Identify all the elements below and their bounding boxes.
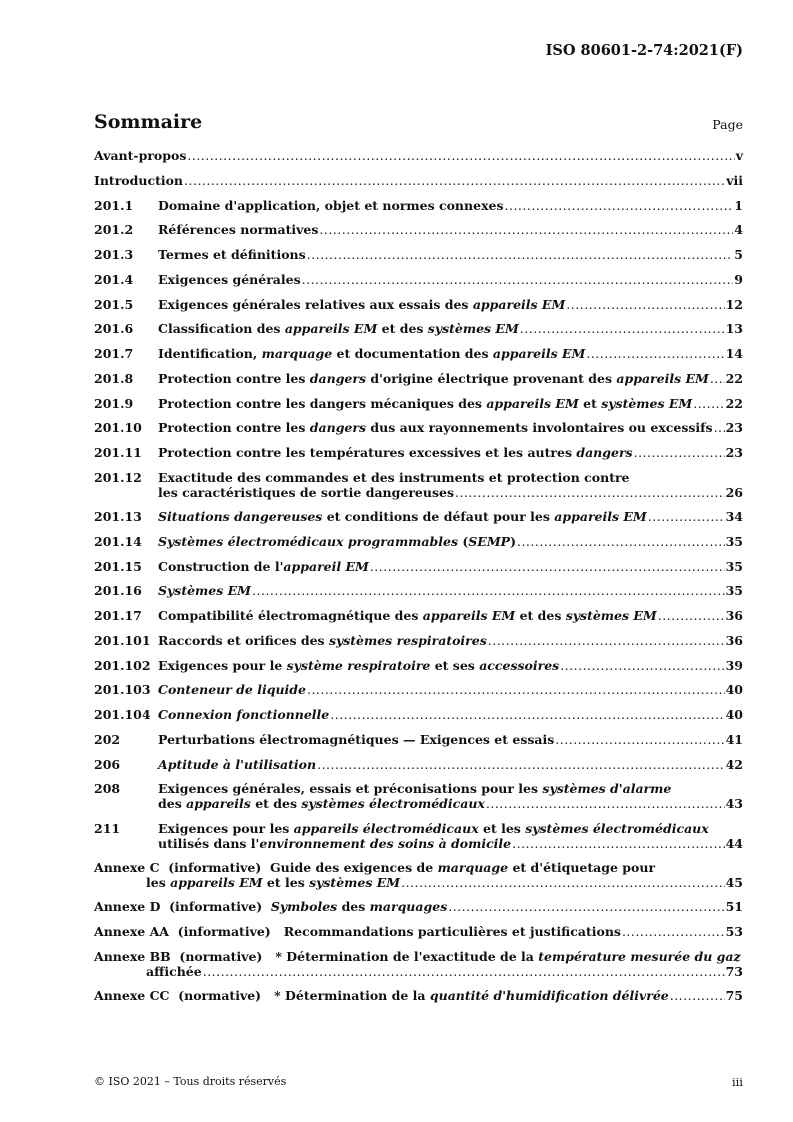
toc-entry-text: Symboles	[270, 899, 338, 914]
toc-page-number: 36	[725, 632, 743, 648]
toc-entry-text: appareils EM	[616, 370, 709, 386]
toc-entry-text: systèmes EM	[565, 608, 657, 623]
toc-entry-text: SEMP	[468, 533, 511, 549]
toc-page-number: 34	[725, 509, 743, 524]
dot-leader	[634, 445, 725, 460]
toc-entry-number: 201.15	[94, 558, 142, 574]
toc-page-number: 13	[725, 321, 743, 337]
toc-entry-text: Construction de l'	[158, 558, 284, 574]
toc-page-number: vii	[726, 172, 743, 188]
toc-entry-text: appareils EM	[492, 346, 586, 361]
toc-entry[interactable]	[94, 321, 743, 336]
toc-entry[interactable]	[94, 658, 743, 673]
dot-leader	[512, 836, 724, 851]
toc-entry[interactable]	[94, 198, 743, 213]
toc-entry-text: systèmes EM	[601, 395, 693, 411]
toc-entry-number: 201.4	[94, 271, 134, 287]
toc-page-number: 44	[725, 835, 743, 851]
toc-entry-number: 201.10	[94, 420, 142, 436]
dot-leader	[693, 396, 724, 411]
toc-entry[interactable]	[94, 559, 743, 574]
toc-entry-number: 201.9	[94, 395, 134, 411]
document-code: ISO 80601-2-74:2021(F)	[545, 42, 743, 59]
toc-entry[interactable]	[94, 633, 743, 648]
toc-entry-text: accessoires	[479, 657, 560, 673]
toc-entry-text: quantité d'humidification délivrée	[429, 987, 669, 1003]
toc-entry-text: Domaine d'application, objet et normes connexes	[158, 197, 504, 213]
toc-page-number: 51	[725, 899, 743, 914]
toc-entry-number: 201.8	[94, 370, 134, 386]
toc-entry-text: appareils EM	[472, 296, 566, 312]
toc-entry-text: Exigences pour les	[158, 820, 294, 836]
toc-title: Sommaire	[94, 111, 203, 133]
toc-entry-text: appareil EM	[283, 558, 369, 574]
toc-page-number: 35	[725, 583, 743, 599]
toc-entry-text: Exactitude des commandes et des instruments et protection contre	[158, 469, 630, 485]
toc-entry[interactable]	[94, 396, 743, 411]
toc-entry-number: 201.16	[94, 583, 142, 599]
toc-entry[interactable]	[94, 173, 743, 188]
toc-entry[interactable]	[94, 222, 743, 237]
annex-label: Annexe CC (normative)	[94, 987, 275, 1003]
dot-leader	[317, 757, 725, 772]
toc-entry[interactable]	[94, 346, 743, 361]
toc-entry-text: marquage	[437, 859, 509, 875]
dot-leader	[455, 485, 725, 500]
toc-entry-text: appareils EM	[170, 874, 263, 890]
toc-entry-text: Compatibilité électromagnétique des	[158, 608, 423, 623]
toc-entry-text: et les	[262, 874, 310, 890]
toc-entry[interactable]	[94, 757, 743, 772]
toc-page-number: 41	[725, 731, 743, 747]
toc-page-number: 36	[725, 608, 743, 623]
toc-page-number: 42	[725, 756, 743, 772]
dot-leader	[710, 371, 725, 386]
toc-page-number: 23	[725, 420, 743, 436]
toc-entry-number: 201.102	[94, 657, 151, 673]
toc-page-number: 53	[725, 923, 743, 939]
toc-entry-text: et des	[377, 321, 428, 337]
toc-page-number: 45	[725, 874, 743, 890]
dot-leader	[505, 198, 734, 213]
toc-page-number: 4	[734, 222, 743, 238]
toc-entry-text: Références normatives	[158, 222, 319, 238]
toc-entry[interactable]	[94, 272, 743, 287]
toc-entry-text: systèmes électromédicaux	[301, 796, 485, 812]
toc-entry-text: systèmes électromédicaux	[525, 820, 709, 836]
dot-leader	[488, 633, 725, 648]
toc-entry[interactable]	[94, 420, 743, 435]
toc-page-number: 22	[725, 395, 743, 411]
dot-leader	[658, 608, 725, 623]
dot-leader	[319, 222, 733, 237]
toc-entry-text: Protection contre les températures excessives et les autres	[158, 445, 577, 460]
toc-entry-number: 201.5	[94, 296, 134, 312]
toc-entry-text: )	[510, 533, 516, 549]
toc-entry[interactable]	[94, 682, 743, 697]
toc-entry-number: 201.6	[94, 321, 134, 337]
dot-leader	[555, 732, 724, 747]
toc-entry-text: appareils EM	[284, 321, 378, 337]
toc-page-number: 73	[725, 963, 743, 979]
toc-entry-text: Recommandations particulières et justifications	[283, 923, 621, 939]
toc-entry-number: 201.3	[94, 247, 134, 262]
toc-page-number: 40	[725, 682, 743, 698]
toc-page-number: v	[735, 148, 743, 163]
toc-entry-text: dangers	[309, 370, 367, 386]
toc-entry-text: systèmes EM	[309, 874, 401, 890]
dot-leader	[252, 583, 725, 598]
toc-page-number: 23	[725, 445, 743, 460]
toc-entry-text: marquage	[261, 346, 333, 361]
toc-entry-number: 201.12	[94, 469, 142, 485]
toc-entry[interactable]	[94, 608, 743, 623]
toc-entry-text: des	[158, 796, 187, 812]
toc-entry[interactable]	[94, 899, 743, 914]
dot-leader	[307, 682, 725, 697]
toc-entry-number: 202	[94, 731, 121, 747]
dot-leader	[622, 924, 725, 939]
toc-entry-number: 201.13	[94, 509, 142, 524]
toc-entry-text: (	[457, 533, 469, 549]
toc-entry-number: 201.101	[94, 632, 151, 648]
toc-entry-text: appareils EM	[554, 509, 647, 524]
dot-leader	[560, 658, 724, 673]
toc-entry[interactable]	[94, 534, 743, 549]
toc-entry[interactable]	[94, 732, 743, 747]
annex-label: Annexe C (informative)	[94, 859, 270, 875]
toc-entry-text: * Détermination de la	[274, 987, 430, 1003]
dot-leader	[370, 559, 725, 574]
toc-entry[interactable]	[94, 949, 743, 979]
annex-label: Annexe AA (informative)	[94, 923, 284, 939]
toc-entry-number: 201.14	[94, 533, 142, 549]
dot-leader	[648, 509, 725, 524]
dot-leader	[184, 173, 725, 188]
toc-entry-number: 201.104	[94, 707, 151, 722]
toc-entry-text: système respiratoire	[286, 657, 431, 673]
toc-entry-number: 208	[94, 781, 121, 797]
toc-entry[interactable]	[94, 371, 743, 386]
toc-entry-text: Conteneur de liquide	[158, 682, 306, 698]
dot-leader	[203, 964, 725, 979]
dot-leader	[187, 148, 734, 163]
dot-leader	[586, 346, 724, 361]
toc-entry-number: 201.7	[94, 346, 134, 361]
toc-page-number: 12	[725, 296, 743, 312]
toc-entry-text: des	[337, 899, 370, 914]
dot-leader	[517, 534, 725, 549]
dot-leader	[486, 796, 725, 811]
toc-entry-text: Systèmes EM	[158, 583, 251, 599]
dot-leader	[520, 321, 725, 336]
toc-entry[interactable]	[94, 924, 743, 939]
toc-entry[interactable]	[94, 583, 743, 598]
toc-entry-text: appareils	[186, 796, 251, 812]
toc-entry-text: et d'étiquetage pour	[508, 859, 656, 875]
toc-entry-text: * Détermination de l'exactitude de la	[275, 948, 539, 964]
page-number: iii	[731, 1075, 743, 1089]
table-of-contents	[94, 148, 743, 1013]
toc-entry-text: appareils EM	[422, 608, 516, 623]
toc-entry-number: 211	[94, 820, 121, 836]
toc-entry-text: Exigences générales relatives aux essais des	[158, 296, 473, 312]
toc-entry-text: utilisés dans l'	[158, 835, 260, 851]
toc-entry[interactable]	[94, 821, 743, 851]
toc-entry-text: et ses	[430, 657, 480, 673]
toc-page-number: 22	[725, 370, 743, 386]
toc-entry-text: environnement des soins à domicile	[259, 835, 512, 851]
dot-leader	[670, 988, 725, 1003]
toc-entry-text: Aptitude à l'utilisation	[158, 756, 317, 772]
toc-entry-text: et	[578, 395, 602, 411]
toc-page-number: 35	[725, 558, 743, 574]
toc-entry-number: 201.17	[94, 608, 142, 623]
page-column-label: Page	[712, 117, 743, 132]
toc-entry[interactable]	[94, 509, 743, 524]
dot-leader	[302, 272, 734, 287]
toc-entry-text: et conditions de défaut pour les	[322, 509, 555, 524]
dot-leader	[401, 875, 725, 890]
toc-entry-text: et des	[250, 796, 302, 812]
toc-entry[interactable]	[94, 445, 743, 460]
toc-entry-text: Protection contre les	[158, 370, 310, 386]
toc-entry-text: Protection contre les	[158, 420, 310, 436]
toc-entry-text: Exigences générales	[158, 271, 301, 287]
dot-leader	[566, 297, 724, 312]
toc-entry-text: appareils EM	[486, 395, 579, 411]
toc-page-number: 39	[725, 657, 743, 673]
toc-entry-text: et des	[515, 608, 566, 623]
toc-entry-text: Exigences pour le	[158, 657, 287, 673]
toc-entry-text: dangers	[576, 445, 633, 460]
toc-entry-text: marquages	[369, 899, 448, 914]
toc-entry-text: Avant-propos	[94, 148, 187, 163]
toc-entry-text: Perturbations électromagnétiques — Exigences et essais	[158, 731, 555, 747]
toc-entry[interactable]	[94, 988, 743, 1003]
toc-entry-text: d'origine électrique provenant des	[366, 370, 617, 386]
toc-entry-text: Situations dangereuses	[158, 509, 323, 524]
toc-entry-text: Exigences générales, essais et préconisations pour les	[158, 781, 543, 797]
toc-page-number: 1	[734, 197, 743, 213]
toc-entry-text: Guide des exigences de	[269, 859, 438, 875]
annex-label: Annexe BB (normative)	[94, 948, 276, 964]
dot-leader	[307, 247, 734, 262]
toc-page-number: 40	[725, 707, 743, 722]
toc-entry[interactable]	[94, 297, 743, 312]
toc-entry[interactable]	[94, 707, 743, 722]
toc-entry-text: les caractéristiques de sortie dangereuses	[158, 484, 454, 500]
toc-entry-number: 201.2	[94, 222, 134, 238]
toc-page-number: 5	[734, 247, 743, 262]
toc-entry-text: dangers	[309, 420, 367, 436]
annex-label: Annexe D (informative)	[94, 899, 271, 914]
toc-entry-text: dus aux rayonnements involontaires ou excessifs	[366, 420, 713, 436]
toc-entry[interactable]	[94, 860, 743, 890]
dot-leader	[448, 899, 724, 914]
toc-entry-text: les	[146, 874, 171, 890]
toc-entry[interactable]	[94, 247, 743, 262]
toc-page-number: 43	[725, 796, 743, 812]
toc-entry-text: systèmes respiratoires	[328, 632, 487, 648]
dot-leader	[330, 707, 724, 722]
toc-entry[interactable]	[94, 781, 743, 811]
toc-entry-text: Identification,	[158, 346, 262, 361]
toc-entry-text: Connexion fonctionnelle	[158, 707, 330, 722]
toc-page-number: 14	[725, 346, 743, 361]
toc-entry-text: Classification des	[158, 321, 285, 337]
toc-page-number: 35	[725, 533, 743, 549]
toc-entry-text: Protection contre les dangers mécaniques des	[158, 395, 487, 411]
toc-entry[interactable]	[94, 148, 743, 163]
toc-page-number: 26	[725, 484, 743, 500]
toc-entry-text: Termes et définitions	[158, 247, 306, 262]
toc-entry-text: et documentation des	[332, 346, 493, 361]
toc-entry-number: 206	[94, 756, 121, 772]
toc-entry-text: et les	[478, 820, 526, 836]
toc-entry-text: appareils électromédicaux	[293, 820, 479, 836]
toc-entry[interactable]	[94, 470, 743, 500]
toc-entry-text: Raccords et orifices des	[158, 632, 329, 648]
toc-page-number: 9	[734, 271, 743, 287]
dot-leader	[714, 420, 725, 435]
toc-entry-text: Systèmes électromédicaux programmables	[158, 533, 458, 549]
toc-entry-text: température mesurée du gaz	[538, 948, 741, 964]
toc-entry-text: systèmes d'alarme	[542, 781, 672, 797]
copyright-notice: © ISO 2021 – Tous droits réservés	[94, 1075, 287, 1088]
toc-entry-text: Introduction	[94, 172, 184, 188]
toc-entry-number: 201.103	[94, 682, 151, 698]
toc-entry-text: systèmes EM	[427, 321, 519, 337]
toc-entry-text: affichée	[146, 963, 202, 979]
toc-page-number: 75	[725, 987, 743, 1003]
toc-entry-number: 201.11	[94, 445, 142, 460]
toc-entry-number: 201.1	[94, 197, 134, 213]
